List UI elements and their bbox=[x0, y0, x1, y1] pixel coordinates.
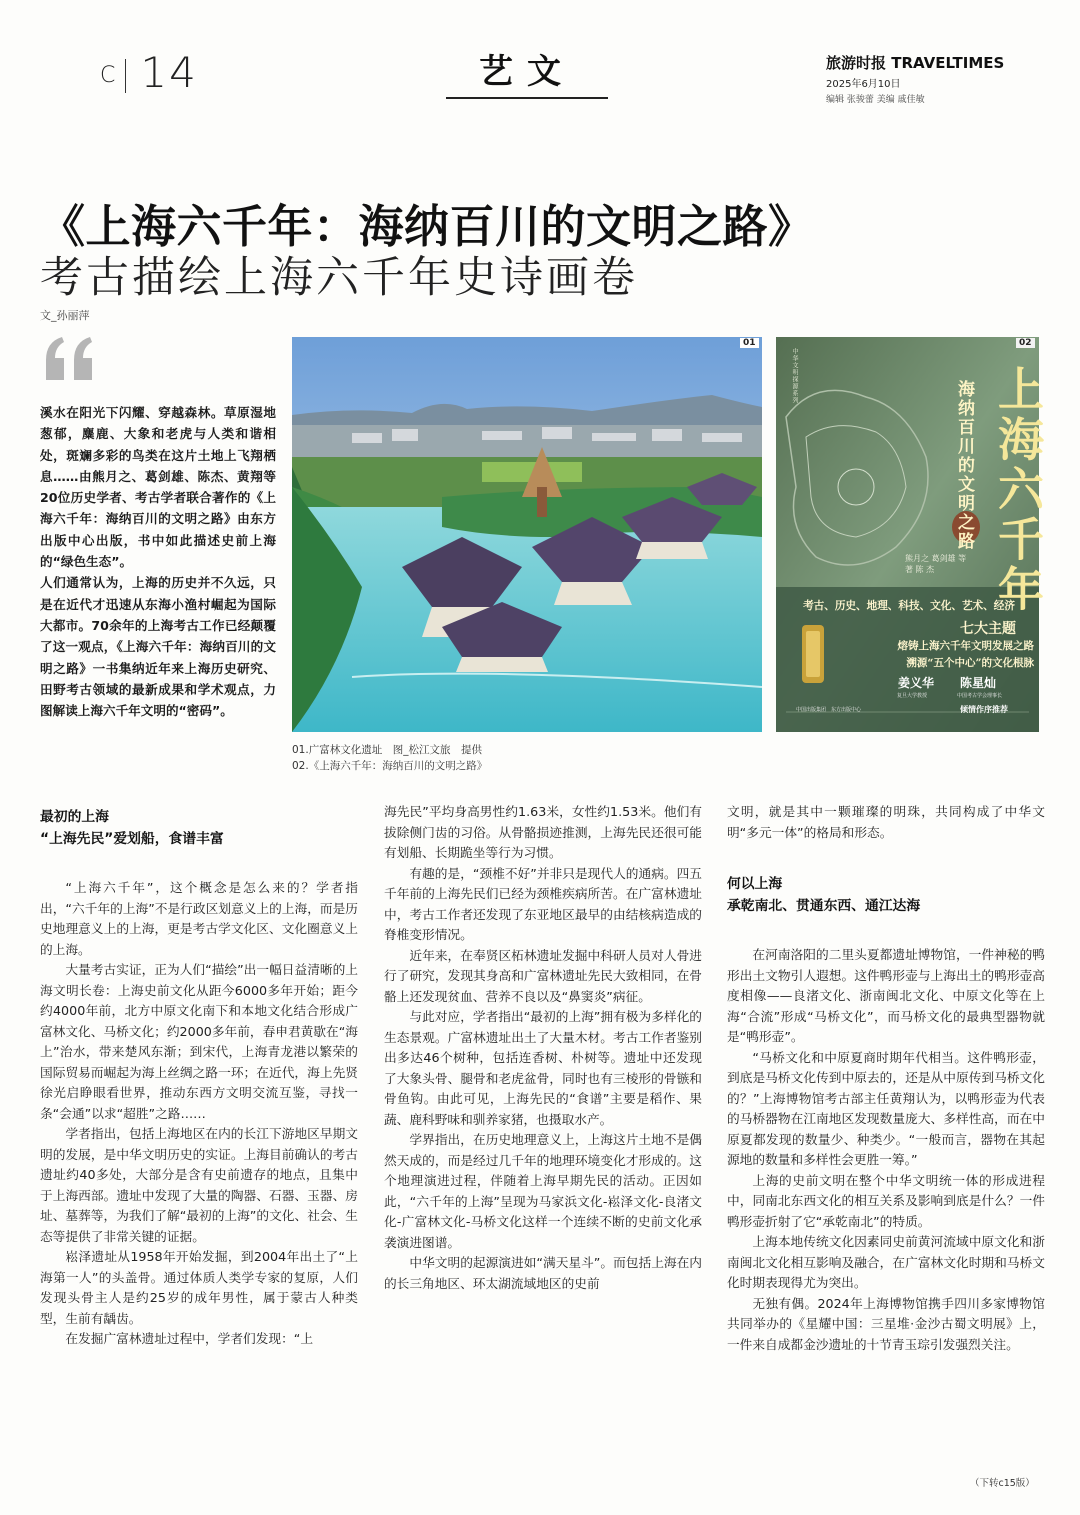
book-subtitle: 海纳百川的文明之路 bbox=[954, 380, 974, 551]
book-themes: 考古、历史、地理、科技、文化、艺术、经济 bbox=[803, 600, 1015, 612]
book-recommender-2: 陈星灿 bbox=[960, 676, 997, 690]
editor-credits: 编辑 张骏蕾 美编 戚佳敏 bbox=[826, 95, 925, 105]
body-paragraph: 上海的史前文明在整个中华文明统一体的形成进程中，同南北东西文化的相互关系及影响到底是什么？一件鸭形壶折射了它“承乾南北”的特质。 bbox=[727, 1172, 1045, 1229]
intro-paragraph: 人们通常认为，上海的历史并不久远，只是在近代才迅速从东海小渔村崛起为国际大都市。70余年的上海考古工作已经颠覆了这一观点，《上海六千年：海纳百川的文明之路》一书集纳近年来上海历史研究、田野考古领域的最新成果和学术观点，力图解读上海六千年文明的“密码”。 bbox=[40, 575, 276, 719]
book-series: 中华文明探源系列 bbox=[791, 348, 798, 404]
article-column-3 bbox=[727, 802, 1045, 1355]
body-paragraph: 崧泽遗址从1958年开始发掘，到2004年出土了“上海第一人”的头盖骨。通过体质人类学专家的复原，人们发现头骨主人是约25岁的成年男性，属于蒙古人种类型，生前有龋齿。 bbox=[40, 1249, 358, 1326]
article-intro bbox=[40, 402, 276, 721]
book-recommender-1: 姜义华 bbox=[898, 676, 935, 690]
article-column-2 bbox=[384, 802, 702, 1294]
continued-note: （下转c15版） bbox=[970, 1478, 1035, 1489]
body-paragraph: 大量考古实证，正为人们“描绘”出一幅日益清晰的上海文明长卷：上海史前文化从距今6000多年开始；距今约4000年前，北方中原文化南下和本地文化结合形成广富林文化、马桥文化；约2000多年前，春申君黄歇在“海上”治水，带来楚风东渐；到宋代，上海青龙港以繁荣的国际贸易而崛起为海上丝绸之路一环；在近代，海上先贤徐光启睁眼看世界，推动东西方文明交流互鉴，寻找一条“会通”以求“超胜”之路…… bbox=[40, 962, 358, 1121]
body-paragraph: 文明，就是其中一颗璀璨的明珠，共同构成了中华文明“多元一体”的格局和形态。 bbox=[727, 804, 1045, 840]
body-paragraph: “上海六千年”，这个概念是怎么来的？学者指出，“六千年的上海”不是行政区划意义上的上海，而是历史地理意义上的上海，更是考古学文化区、文化圈意义上的上海。 bbox=[40, 880, 358, 957]
article-title: 《上海六千年：海纳百川的文明之路》 bbox=[40, 200, 814, 253]
body-paragraph: 学界指出，在历史地理意义上，上海这片土地不是偶然天成的，而是经过几千年的地理环境变化才形成的。这个地理演进过程，伴随着上海早期先民的活动。正因如此，“六千年的上海”呈现为马家浜文化-崧泽文化-良渚文化-广富林文化-马桥文化这样一个连续不断的史前文化承袭演进图谱。 bbox=[384, 1132, 702, 1250]
body-paragraph: 学者指出，包括上海地区在内的长江下游地区早期文明的发展，是中华文明历史的实证。上海目前确认的考古遗址约40多处，大部分是含有史前遗存的地点，且集中于上海西部。遗址中发现了大量的陶器、石器、玉器、房址、墓葬等，为我们了解“最初的上海”的文化、社会、生态等提供了非常关键的证据。 bbox=[40, 1126, 358, 1244]
book-seven-themes: 七大主题 bbox=[960, 621, 1016, 637]
masthead bbox=[826, 52, 1026, 105]
page-number bbox=[100, 48, 198, 97]
body-paragraph: 在河南洛阳的二里头夏都遗址博物馆，一件神秘的鸭形出土文物引人遐想。这件鸭形壶与上海出土的鸭形壶高度相像——良渚文化、浙南闽北文化、中原文化等在上海“合流”形成“马桥文化”，而马桥文化的最典型器物就是“鸭形壶”。 bbox=[727, 947, 1045, 1044]
body-paragraph: 近年来，在奉贤区柘林遗址发掘中科研人员对人骨进行了研究，发现其身高和广富林遗址先民大致相同，在骨骼上还发现贫血、营养不良以及“鼻窦炎”病征。 bbox=[384, 947, 702, 1004]
caption-2: 02.《上海六千年：海纳百川的文明之路》 bbox=[292, 760, 488, 772]
book-recommend-label: 倾情作序推荐 bbox=[960, 705, 1008, 714]
book-title: 上海六千年 bbox=[991, 365, 1045, 615]
section-subheading: 承乾南北、贯通东西、通江达海 bbox=[727, 898, 921, 914]
article-column-1 bbox=[40, 806, 358, 1350]
guangfulin-site-photo bbox=[292, 337, 762, 732]
masthead-en: TRAVELTIMES bbox=[891, 54, 1005, 72]
body-paragraph: 海先民”平均身高男性约1.63米，女性约1.53米。他们有拔除侧门齿的习俗。从骨骼损迹推测，上海先民还很可能有划船、长期跪坐等行为习惯。 bbox=[384, 804, 702, 860]
masthead-cn: 旅游时报 bbox=[826, 54, 887, 72]
section-letter: C bbox=[100, 63, 118, 88]
section-heading: 最初的上海 bbox=[40, 809, 109, 825]
section-title: 艺文 bbox=[479, 52, 575, 92]
body-paragraph: 中华文明的起源演进如“满天星斗”。而包括上海在内的长三角地区、环太湖流域地区的史前 bbox=[384, 1255, 702, 1291]
section-heading: 何以上海 bbox=[727, 876, 783, 892]
book-recommender-1-title: 复旦大学教授 bbox=[897, 693, 928, 699]
book-authors: 熊月之 葛剑雄 等 著 陈 杰 bbox=[905, 554, 967, 574]
book-recommender-2-title: 中国考古学会理事长 bbox=[957, 693, 1003, 699]
book-tagline-2: 溯源“五个中心”的文化根脉 bbox=[906, 657, 1034, 669]
body-paragraph: 上海本地传统文化因素同史前黄河流域中原文化和浙南闽北文化相互影响及融合，在广富林文化时期和马桥文化时期表现得尤为突出。 bbox=[727, 1234, 1045, 1290]
page-number-value: 14 bbox=[140, 48, 198, 97]
page-number-divider bbox=[125, 59, 126, 93]
quote-mark-icon bbox=[42, 334, 98, 384]
section-title-underline bbox=[446, 97, 608, 99]
caption-1: 01.广富林文化遗址 图_松江文旅 提供 bbox=[292, 744, 482, 756]
book-tagline-1: 熔铸上海六千年文明发展之路 bbox=[897, 640, 1034, 652]
issue-date: 2025年6月10日 bbox=[826, 79, 901, 90]
body-paragraph: “马桥文化和中原夏商时期年代相当。这件鸭形壶，到底是马桥文化传到中原去的，还是从中原传到马桥文化的？”上海博物馆考古部主任黄翔认为，以鸭形壶为代表的马桥器物在江南地区发现数量庞大、多样性高，而在中原夏都发现的数量少、种类少。“一般而言，器物在其起源地的数量和多样性会更胜一筹。” bbox=[727, 1049, 1045, 1167]
masthead-brand bbox=[826, 52, 1026, 73]
body-paragraph: 与此对应，学者指出“最初的上海”拥有极为多样化的生态景观。广富林遗址出土了大量木材。考古工作者鉴别出多达46个树种，包括连香树、朴树等。遗址中还发现了大象头骨、腿骨和老虎盆骨，同时也有三棱形的骨镞和骨鱼钩。由此可见，上海先民的“食谱”主要是稻作、果蔬、鹿科野味和驯养家猪，也摄取水产。 bbox=[384, 1009, 702, 1127]
book-publisher: 中国出版集团 东方出版中心 bbox=[796, 707, 862, 713]
photo2-badge: 02 bbox=[1016, 338, 1035, 348]
photo1-badge: 01 bbox=[740, 338, 759, 348]
body-paragraph: 在发掘广富林遗址过程中，学者们发现：“上 bbox=[65, 1331, 314, 1346]
article-byline: 文_孙丽萍 bbox=[40, 309, 90, 322]
article-subtitle: 考古描绘上海六千年史诗画卷 bbox=[40, 253, 638, 303]
figure-captions bbox=[292, 742, 487, 774]
section-subheading: “上海先民”爱划船，食谱丰富 bbox=[40, 831, 224, 847]
body-paragraph: 有趣的是，“颈椎不好”并非只是现代人的通病。四五千年前的上海先民们已经为颈椎疾病所苦。在广富林遗址中，考古工作者还发现了东亚地区最早的由结核病造成的脊椎变形情况。 bbox=[384, 865, 702, 942]
intro-paragraph: 溪水在阳光下闪耀、穿越森林。草原湿地葱郁，麋鹿、大象和老虎与人类和谐相处，斑斓多彩的鸟类在这片土地上飞翔栖息……由熊月之、葛剑雄、陈杰、黄翔等20位历史学者、考古学者联合著作的《上海六千年：海纳百川的文明之路》由东方出版中心出版，书中如此描述史前上海的“绿色生态”。 bbox=[40, 405, 276, 570]
body-paragraph: 无独有偶。2024年上海博物馆携手四川多家博物馆共同举办的《星耀中国：三星堆·金沙古蜀文明展》上，一件来自成都金沙遗址的十节青玉琮引发强烈关注。 bbox=[727, 1295, 1045, 1352]
